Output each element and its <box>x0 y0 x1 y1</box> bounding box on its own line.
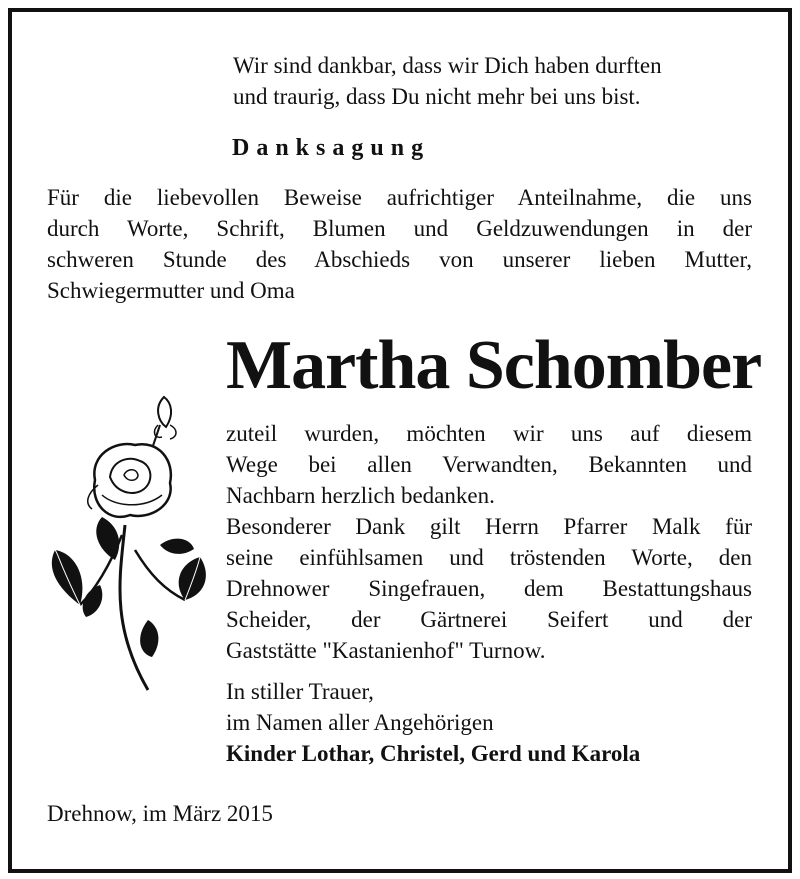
motto-line: Wir sind dankbar, dass wir Dich haben durften <box>233 53 662 78</box>
closing <box>226 676 494 738</box>
body-line: Drehnower Singefrauen, dem Bestattungshaus <box>226 576 752 601</box>
body-line: Scheider, der Gärtnerei Seifert und der <box>226 607 752 632</box>
closing-line: im Namen aller Angehörigen <box>226 710 494 735</box>
rose-icon <box>40 385 210 695</box>
closing-line: In stiller Trauer, <box>226 679 374 704</box>
signers: Kinder Lothar, Christel, Gerd und Karola <box>226 741 641 766</box>
body-line: Besonderer Dank gilt Herrn Pfarrer Malk für <box>226 514 752 539</box>
motto-line: und traurig, dass Du nicht mehr bei uns bist. <box>233 84 641 109</box>
body-paragraph <box>226 418 752 666</box>
body-line: zuteil wurden, möchten wir uns auf diesem <box>226 421 752 446</box>
page-title: Danksagung <box>232 135 431 161</box>
deceased-name: Martha Schomber <box>226 327 762 404</box>
intro-line: Für die liebevollen Beweise aufrichtiger Anteilnahme, die uns <box>47 185 752 210</box>
place-date: Drehnow, im März 2015 <box>47 801 273 826</box>
intro-line: durch Worte, Schrift, Blumen und Geldzuwendungen in der <box>47 216 752 241</box>
motto <box>233 50 662 112</box>
intro-line: Schwiegermutter und Oma <box>47 278 295 303</box>
intro-line: schweren Stunde des Abschieds von unserer lieben Mutter, <box>47 247 752 272</box>
body-line: Wege bei allen Verwandten, Bekannten und <box>226 452 752 477</box>
body-line: seine einfühlsamen und tröstenden Worte, den <box>226 545 752 570</box>
intro-paragraph <box>47 182 752 306</box>
body-line: Nachbarn herzlich bedanken. <box>226 483 495 508</box>
body-line: Gaststätte "Kastanienhof" Turnow. <box>226 638 546 663</box>
